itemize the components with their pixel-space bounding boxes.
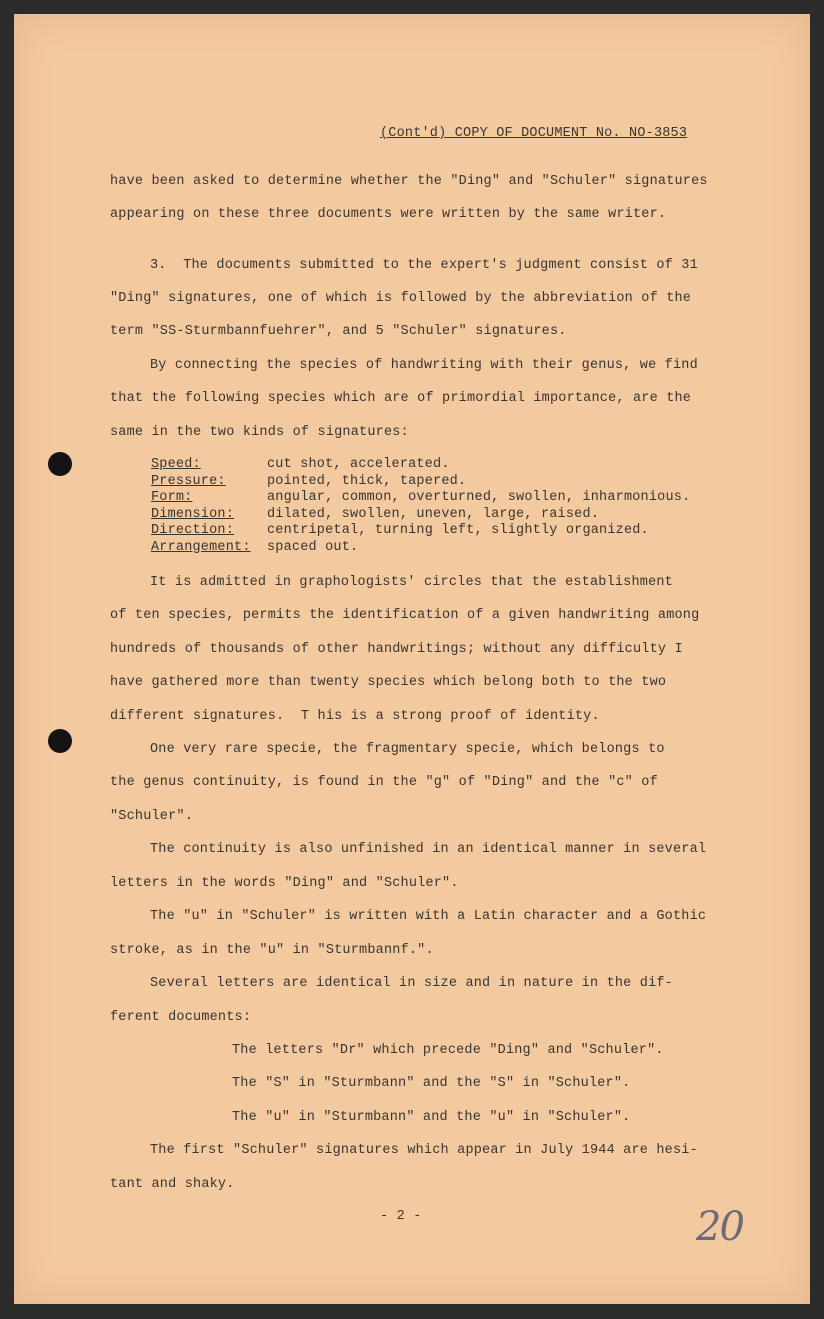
species-desc: angular, common, overturned, swollen, inharmonious.	[267, 490, 691, 505]
text-line: "Schuler".	[110, 809, 194, 824]
text-line: different signatures. T his is a strong proof of identity.	[110, 709, 600, 724]
text-line: term "SS-Sturmbannfuehrer", and 5 "Schuler" signatures.	[110, 324, 567, 339]
species-term: Form:	[151, 490, 193, 505]
text-line: The first "Schuler" signatures which appear in July 1944 are hesi-	[150, 1143, 698, 1158]
text-line: It is admitted in graphologists' circles that the establishment	[150, 575, 673, 590]
punch-hole	[48, 452, 72, 476]
document-header: (Cont'd) COPY OF DOCUMENT No. NO-3853	[380, 126, 688, 141]
species-row	[151, 540, 690, 557]
text-line: that the following species which are of primordial importance, are the	[110, 391, 692, 406]
species-row	[151, 474, 690, 491]
species-row	[151, 457, 690, 474]
text-line: have been asked to determine whether the "Ding" and "Schuler" signatures	[110, 174, 708, 189]
text-line: The "S" in "Sturmbann" and the "S" in "Schuler".	[232, 1076, 631, 1091]
document-page	[14, 14, 810, 1304]
species-term: Speed:	[151, 457, 201, 472]
text-line: "Ding" signatures, one of which is followed by the abbreviation of the	[110, 291, 692, 306]
text-line: appearing on these three documents were written by the same writer.	[110, 207, 667, 222]
species-desc: pointed, thick, tapered.	[267, 473, 467, 489]
species-row	[151, 523, 690, 540]
text-line: ferent documents:	[110, 1010, 252, 1025]
handwritten-page-mark: 20	[696, 1204, 743, 1250]
species-term: Arrangement:	[151, 539, 251, 555]
species-term: Pressure:	[151, 473, 226, 489]
text-line: the genus continuity, is found in the "g" of "Ding" and the "c" of	[110, 775, 658, 790]
species-row	[151, 507, 690, 524]
text-line: stroke, as in the "u" in "Sturmbannf.".	[110, 943, 434, 958]
text-line: have gathered more than twenty species which belong both to the two	[110, 675, 667, 690]
species-desc: dilated, swollen, uneven, large, raised.	[267, 506, 600, 522]
text-line: The continuity is also unfinished in an identical manner in several	[150, 842, 707, 857]
text-line: letters in the words "Ding" and "Schuler".	[110, 876, 459, 891]
species-desc: cut shot, accelerated.	[267, 457, 450, 472]
text-line: The letters "Dr" which precede "Ding" and "Schuler".	[232, 1043, 664, 1058]
text-line: The "u" in "Sturmbann" and the "u" in "Schuler".	[232, 1110, 631, 1125]
text-line: By connecting the species of handwriting with their genus, we find	[150, 358, 698, 373]
species-term: Direction:	[151, 523, 235, 538]
text-line: 3. The documents submitted to the expert's judgment consist of 31	[150, 258, 698, 273]
species-row	[151, 490, 690, 507]
text-line: The "u" in "Schuler" is written with a Latin character and a Gothic	[150, 909, 707, 924]
species-list	[151, 457, 690, 556]
text-line: of ten species, permits the identification of a given handwriting among	[110, 608, 700, 623]
punch-hole	[48, 729, 72, 753]
species-desc: centripetal, turning left, slightly organized.	[267, 523, 649, 538]
text-line: same in the two kinds of signatures:	[110, 425, 409, 440]
text-line: One very rare specie, the fragmentary specie, which belongs to	[150, 742, 665, 757]
species-term: Dimension:	[151, 506, 235, 522]
text-line: hundreds of thousands of other handwritings; without any difficulty I	[110, 642, 683, 657]
page-number: - 2 -	[380, 1209, 422, 1224]
text-line: tant and shaky.	[110, 1177, 235, 1192]
species-desc: spaced out.	[267, 539, 359, 555]
text-line: Several letters are identical in size and in nature in the dif-	[150, 976, 673, 991]
